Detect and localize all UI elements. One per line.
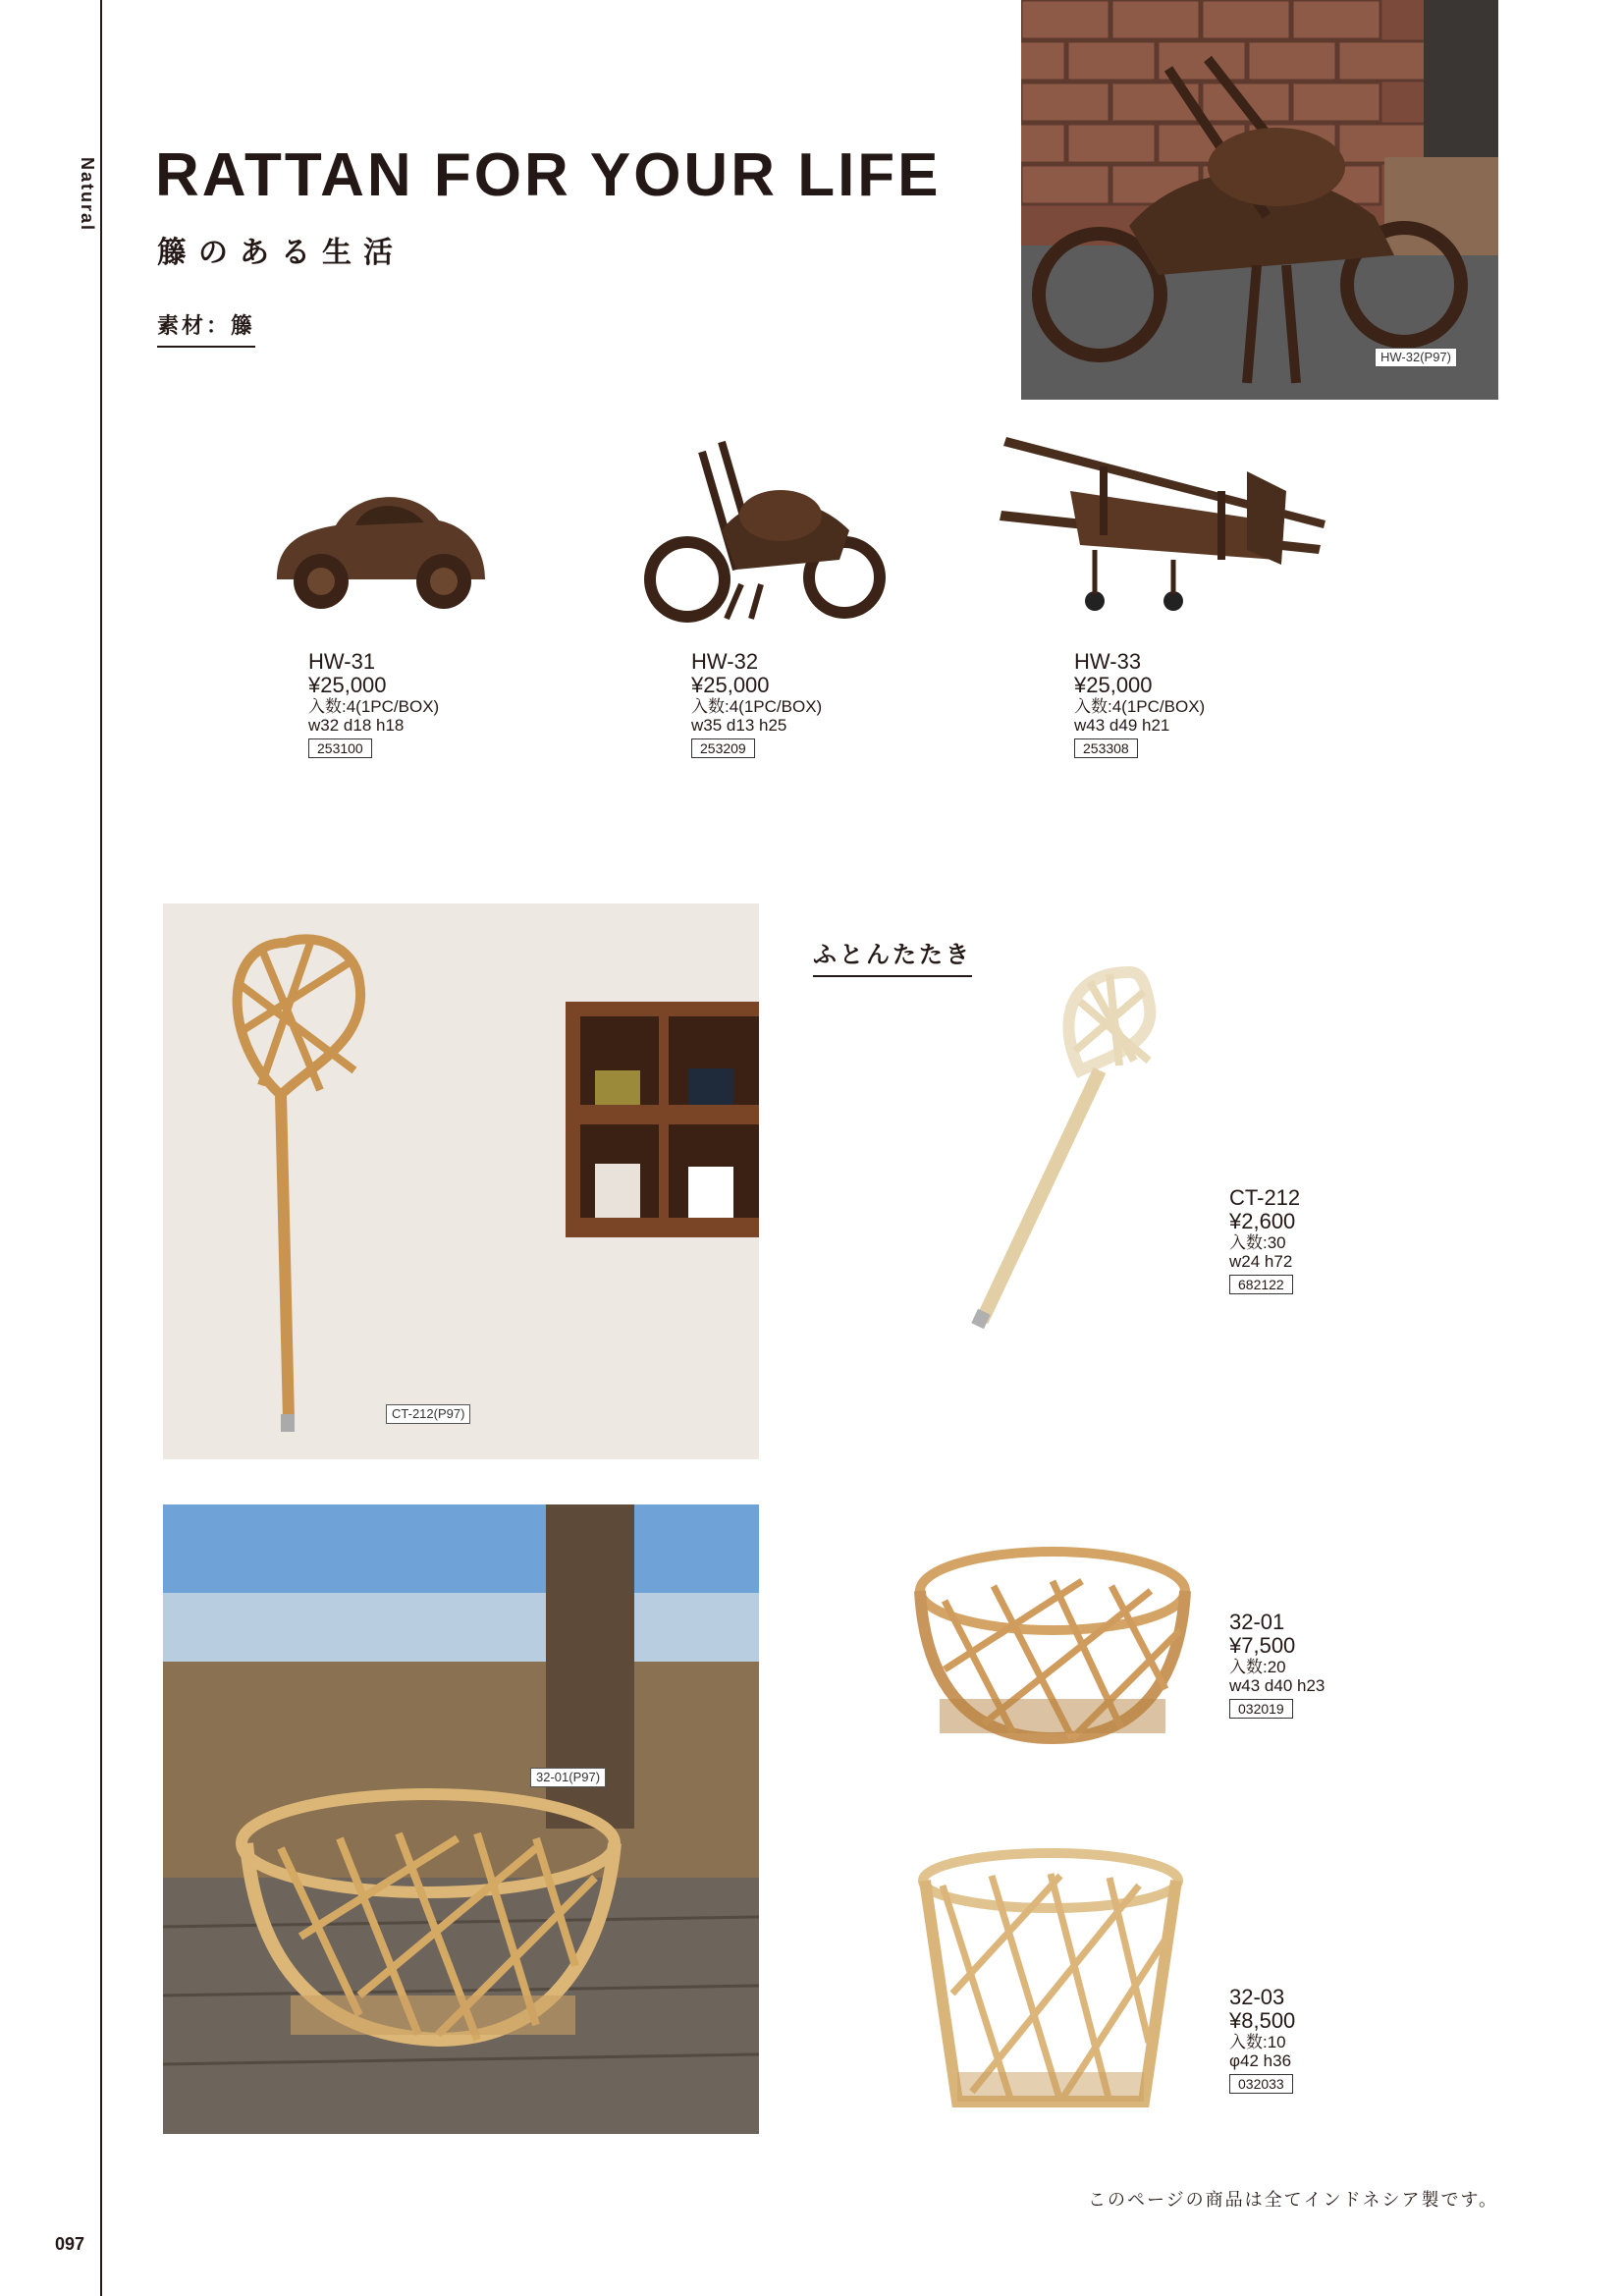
wall-shelf-scene-icon — [163, 903, 759, 1459]
rattan-airplane-icon — [992, 432, 1335, 619]
photo-tag-beater: CT-212(P97) — [386, 1404, 470, 1424]
product-price: ¥8,500 — [1229, 2008, 1296, 2033]
product-jan-code: 253308 — [1074, 738, 1138, 758]
product-quantity: 入数:4(1PC/BOX) — [308, 697, 440, 716]
rattan-motorcycle-icon — [643, 412, 889, 629]
product-quantity: 入数:4(1PC/BOX) — [1074, 697, 1206, 716]
product-jan-code: 032033 — [1229, 2074, 1293, 2094]
product-price: ¥25,000 — [1074, 673, 1153, 697]
product-32-03 — [1229, 1986, 1465, 2094]
product-price: ¥25,000 — [308, 673, 387, 697]
material-label: 素材：籐 — [157, 309, 255, 348]
motorcycle-photo — [1021, 0, 1498, 400]
product-code: 32-03 — [1229, 1985, 1285, 2009]
product-size: w43 d40 h23 — [1229, 1676, 1325, 1695]
product-code: 32-01 — [1229, 1610, 1285, 1634]
product-price: ¥2,600 — [1229, 1209, 1296, 1233]
photo-tag-basket: 32-01(P97) — [530, 1768, 606, 1787]
product-jan-code: 253209 — [691, 738, 755, 758]
product-quantity: 入数:4(1PC/BOX) — [691, 697, 823, 716]
product-quantity: 入数:30 — [1229, 1233, 1286, 1252]
photo-tag-motorcycle: HW-32(P97) — [1375, 348, 1457, 367]
product-code: HW-32 — [691, 649, 759, 674]
basket-outdoor-photo — [163, 1504, 759, 2134]
product-size: w43 d49 h21 — [1074, 716, 1170, 735]
product-jan-code: 253100 — [308, 738, 372, 758]
carpet-beater-icon — [962, 962, 1257, 1336]
page-title: RATTAN FOR YOUR LIFE — [155, 141, 942, 209]
product-price: ¥25,000 — [691, 673, 770, 697]
product-hw-31 — [308, 650, 544, 758]
product-32-01 — [1229, 1611, 1465, 1719]
product-jan-code: 032019 — [1229, 1699, 1293, 1719]
origin-footnote: このページの商品は全てインドネシア製です。 — [1088, 2190, 1499, 2210]
tall-basket-icon — [913, 1846, 1188, 2121]
carpet-beater-photo — [163, 903, 759, 1459]
brick-wall-scene-icon — [1021, 0, 1498, 400]
product-size: w32 d18 h18 — [308, 716, 405, 735]
product-hw-32 — [691, 650, 927, 758]
product-ct-212 — [1229, 1186, 1465, 1294]
product-code: HW-33 — [1074, 649, 1142, 674]
product-quantity: 入数:20 — [1229, 1658, 1286, 1676]
product-code: CT-212 — [1229, 1185, 1301, 1210]
futon-beater-section-label: ふとんたたき — [813, 935, 972, 977]
product-size: φ42 h36 — [1229, 2051, 1292, 2070]
product-price: ¥7,500 — [1229, 1633, 1296, 1658]
page-subtitle: 籐のある生活 — [157, 237, 405, 269]
product-size: w35 d13 h25 — [691, 716, 787, 735]
section-side-label: Natural — [78, 157, 97, 233]
product-size: w24 h72 — [1229, 1252, 1293, 1271]
rattan-car-icon — [267, 471, 493, 619]
seaside-scene-icon — [163, 1504, 759, 2134]
margin-rule — [100, 0, 102, 2296]
page-number: 097 — [55, 2234, 85, 2254]
product-quantity: 入数:10 — [1229, 2033, 1286, 2051]
product-jan-code: 682122 — [1229, 1275, 1293, 1294]
product-code: HW-31 — [308, 649, 376, 674]
product-hw-33 — [1074, 650, 1310, 758]
round-basket-icon — [905, 1542, 1200, 1758]
